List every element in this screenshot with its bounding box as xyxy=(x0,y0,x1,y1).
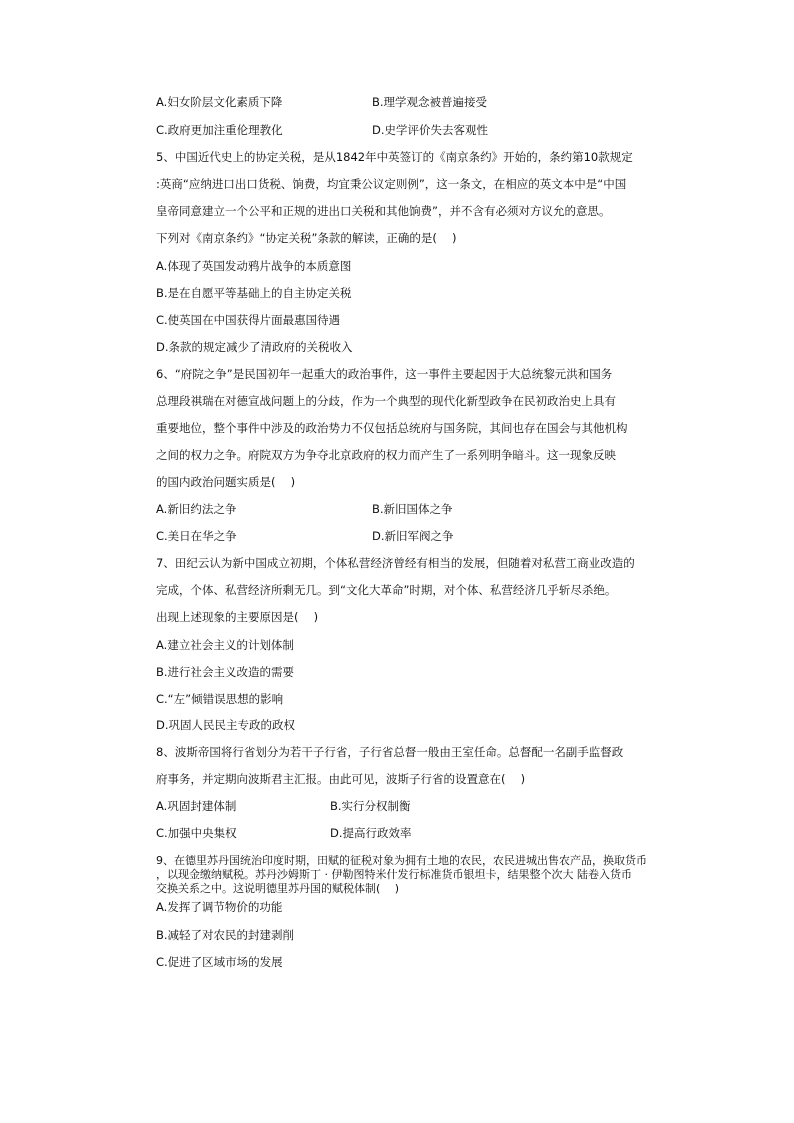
q7-option-c: C.“左”倾错误思想的影响 xyxy=(156,692,284,706)
q6-option-a: A.新旧约法之争 xyxy=(156,502,237,516)
q5-stem-line-1: 5、中国近代史上的协定关税，是从1842年中英签订的《南京条约》开始的，条约第10款规定 xyxy=(156,150,633,164)
q5-stem-line-3: 皇帝同意建立一个公平和正规的进出口关税和其他饷费”，并不含有必须对方议允的意思。 xyxy=(156,204,611,218)
q5-stem-line-4: 下列对《南京条约》“协定关税”条款的解读，正确的是( ) xyxy=(156,231,457,245)
q9-option-c: C.促进了区域市场的发展 xyxy=(156,955,283,969)
q8-stem-line-1: 8、波斯帝国将行省划分为若干子行省，子行省总督一般由王室任命。总督配一名副手监督政 xyxy=(156,745,624,759)
q6-option-b: B.新旧国体之争 xyxy=(372,502,453,516)
q8-option-d: D.提高行政效率 xyxy=(330,826,412,840)
q9-stem-line-2: ，以现金缴纳赋税。苏丹沙姆斯丁 · 伊勒图特米什发行标准货币银坦卡，结果整个次大 陆卷入货币 xyxy=(156,868,632,881)
q5-option-a: A.体现了英国发动鸦片战争的本质意图 xyxy=(156,259,352,273)
q8-option-b: B.实行分权制衡 xyxy=(330,799,411,813)
q4-option-b: B.理学观念被普遍接受 xyxy=(372,95,488,109)
q4-option-a: A.妇女阶层文化素质下降 xyxy=(156,95,283,109)
q6-stem-line-3: 重要地位，整个事件中涉及的政治势力不仅包括总统府与国务院，其间也存在国会与其他机构 xyxy=(156,421,628,435)
q6-stem-line-5: 的国内政治问题实质是( ) xyxy=(156,475,296,489)
q8-option-c: C.加强中央集权 xyxy=(156,826,237,840)
q8-stem-line-2: 府事务，并定期向波斯君主汇报。由此可见，波斯子行省的设置意在( ) xyxy=(156,772,526,786)
q4-option-d: D.史学评价失去客观性 xyxy=(372,123,489,137)
q7-stem-line-3: 出现上述现象的主要原因是( ) xyxy=(156,610,319,624)
q9-option-a: A.发挥了调节物价的功能 xyxy=(156,900,283,914)
q6-option-c: C.美日在华之争 xyxy=(156,529,237,543)
q7-option-b: B.进行社会主义改造的需要 xyxy=(156,665,295,679)
q9-stem-line-1: 9、在德里苏丹国统治印度时期，田赋的征税对象为拥有土地的农民，农民进城出售农产品，换取货币 xyxy=(156,854,647,867)
q7-stem-line-2: 完成，个体、私营经济所剩无几。到“文化大革命”时期，对个体、私营经济几乎斩尽杀绝。 xyxy=(156,583,617,597)
q9-option-b: B.减轻了对农民的封建剥削 xyxy=(156,928,295,942)
q7-option-a: A.建立社会主义的计划体制 xyxy=(156,638,294,652)
q7-stem-line-1: 7、田纪云认为新中国成立初期，个体私营经济曾经有相当的发展，但随着对私营工商业改造的 xyxy=(156,556,635,570)
q9-stem-line-3: 交换关系之中。这说明德里苏丹国的赋税体制( ) xyxy=(156,882,400,895)
q4-option-c: C.政府更加注重伦理教化 xyxy=(156,123,283,137)
q8-option-a: A.巩固封建体制 xyxy=(156,799,237,813)
q5-option-b: B.是在自愿平等基础上的自主协定关税 xyxy=(156,286,352,300)
q7-option-d: D.巩固人民民主专政的政权 xyxy=(156,718,296,732)
q6-option-d: D.新旧军阀之争 xyxy=(372,529,454,543)
q6-stem-line-4: 之间的权力之争。府院双方为争夺北京政府的权力而产生了一系列明争暗斗。这一现象反映 xyxy=(156,448,616,462)
q5-option-c: C.使英国在中国获得片面最惠国待遇 xyxy=(156,313,341,327)
q5-option-d: D.条款的规定减少了清政府的关税收入 xyxy=(156,340,353,354)
q6-stem-line-2: 总理段祺瑞在对德宣战问题上的分歧，作为一个典型的现代化新型政争在民初政治史上具有 xyxy=(156,394,616,408)
q6-stem-line-1: 6、“府院之争”是民国初年一起重大的政治事件，这一事件主要起因于大总统黎元洪和国务 xyxy=(156,367,613,381)
q5-stem-line-2: :英商“应纳进口出口货税、饷费，均宜秉公议定则例”，这一条文，在相应的英文本中是“中国 xyxy=(156,177,627,191)
